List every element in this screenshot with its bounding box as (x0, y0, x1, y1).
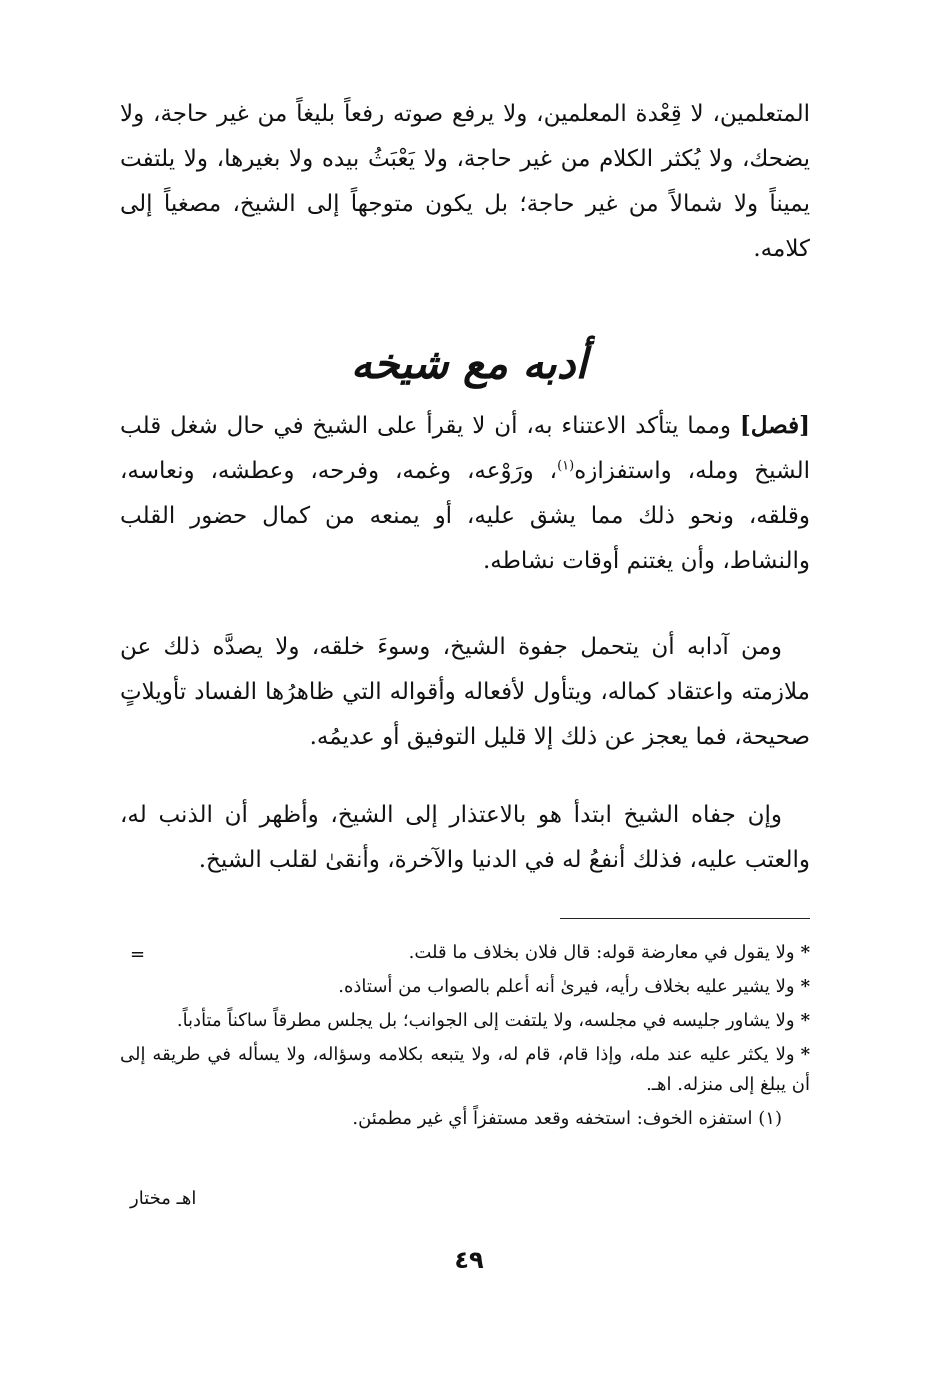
footnote-note-1: (١) استفزه الخوف: استخفه وقعد مستفزاً أي غير مطمئن. (352, 1108, 782, 1129)
paragraph-adab: ومن آدابه أن يتحمل جفوة الشيخ، وسوءَ خلقه، ولا يصدَّه ذلك عن ملازمته واعتقاد كماله، ويتأول لأفعاله وأقواله التي ظاهرُها الفساد تأويلاتٍ صحيحة، فما يعجز عن ذلك إلا قليل التوفيق أو عديمُه. (120, 634, 810, 750)
footnote-item-text: ولا يشير عليه بخلاف رأيه، فيرىٰ أنه أعلم بالصواب من أستاذه. (338, 976, 795, 997)
continued-mark: = (130, 944, 146, 965)
section-heading: أدبه مع شيخه (350, 339, 588, 388)
fasl-label: [فصل] (739, 412, 810, 439)
paragraph-apology: وإن جفاه الشيخ ابتدأ هو بالاعتذار إلى الشيخ، وأظهر أن الذنب له، والعتب عليه، فذلك أنفعُ له في الدنيا والآخرة، وأنقىٰ لقلب الشيخ. (120, 802, 810, 873)
page-number: ٤٩ (454, 1246, 484, 1274)
footnotes-list (120, 938, 810, 1138)
asterisk-icon: * (800, 1010, 810, 1031)
paragraph-intro: المتعلمين، لا قِعْدة المعلمين، ولا يرفع صوته رفعاً بليغاً من غير حاجة، ولا يضحك، ولا يُكثر الكلام من غير حاجة، ولا يَعْبَثُ بيده ولا بغيرها، ولا يلتفت يميناً ولا شمالاً من غير حاجة؛ بل يكون متوجهاً إلى الشيخ، مصغياً إلى كلامه. (120, 101, 810, 262)
footnote-item (120, 972, 810, 1002)
paragraph-fasl (120, 403, 810, 584)
paragraph-fasl-text-a: ومما يتأكد الاعتناء به، أن لا يقرأ على الشيخ في حال شغل قلب الشيخ ومله، واستفزازه (120, 413, 810, 484)
footnote-item (120, 1006, 810, 1036)
footnote-item-text: ولا يكثر عليه عند مله، وإذا قام، قام له، ولا يتبعه بكلامه وسؤاله، ولا يسأله في طريقه إلى أن يبلغ إلى منزله. اهـ. (120, 1044, 810, 1095)
paragraph-fasl-text-b: ، ورَوْعه، وغمه، وفرحه، وعطشه، ونعاسه، وقلقه، ونحو ذلك مما يشق عليه، أو يمنعه من كمال حضور القلب والنشاط، وأن يغتنم أوقات نشاطه. (120, 458, 810, 574)
asterisk-icon: * (800, 942, 810, 963)
footnote-item-text: ولا يشاور جليسه في مجلسه، ولا يلتفت إلى الجوانب؛ بل يجلس مطرقاً ساكناً متأدباً. (176, 1010, 795, 1031)
asterisk-icon: * (800, 976, 810, 997)
footnote-ref-1[interactable]: (١) (557, 458, 575, 474)
source-tag: اهـ مختار (130, 1188, 197, 1209)
asterisk-icon: * (800, 1044, 810, 1065)
footnote-divider (560, 918, 810, 919)
footnote-item (120, 938, 810, 968)
footnote-item-text: ولا يقول في معارضة قوله: قال فلان بخلاف ما قلت. (408, 942, 795, 963)
footnote-item (120, 1040, 810, 1100)
